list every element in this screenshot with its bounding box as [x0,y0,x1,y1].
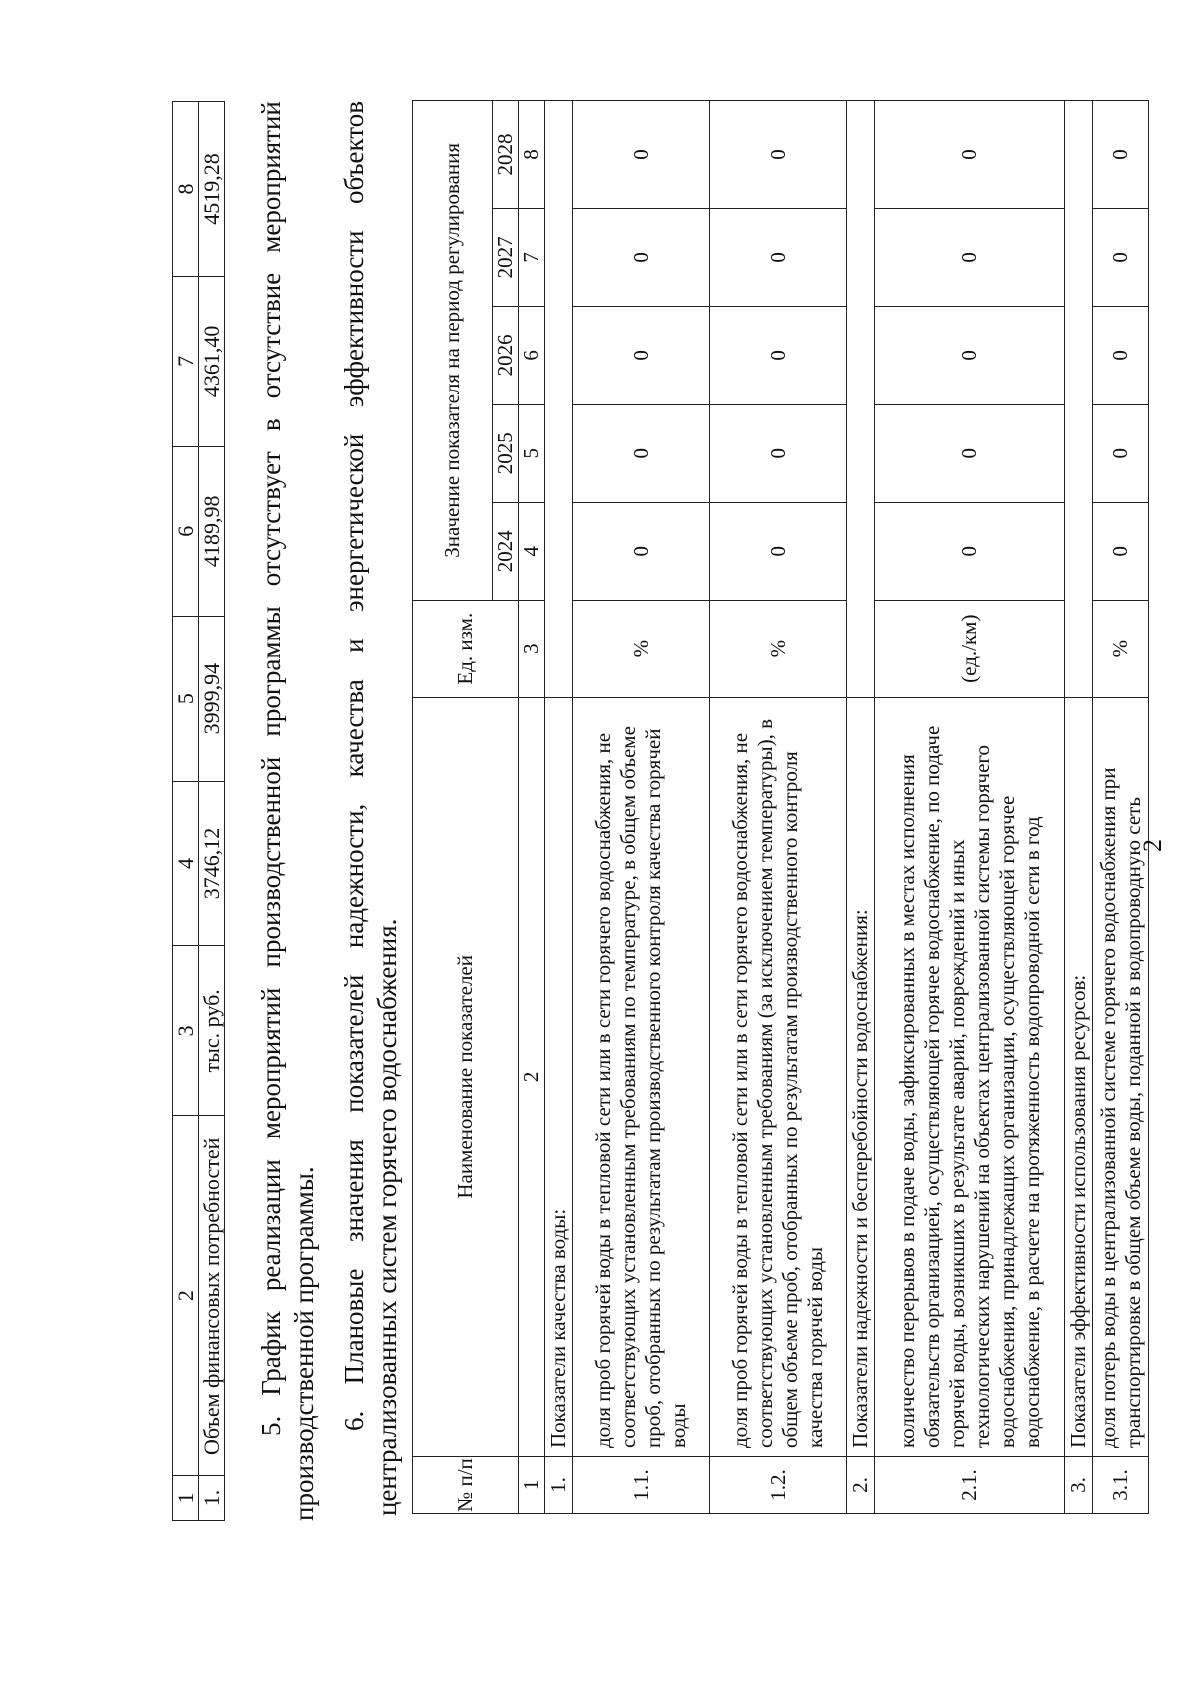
col-number: 8 [519,101,545,209]
indicators-table [412,100,1149,1514]
col-number: 4 [519,502,545,600]
year-header: 2027 [493,208,519,306]
year-header: 2026 [493,306,519,404]
col-header-unit: Ед. изм. [413,600,519,697]
heading-word: объектов [339,101,369,204]
fin-cell: 3999,94 [199,616,225,781]
indicator-name: доля потерь воды в централизованной системе горячего водоснабжения при транспортировке в общем объеме воды, поданной в водопроводную сеть [1093,697,1149,1456]
table-section-row [545,101,573,1514]
finance-table [172,101,225,1521]
fin-head-cell: 7 [173,276,199,446]
col-number: 5 [519,404,545,502]
value-cell: 0 [710,306,847,404]
fin-head-cell: 3 [173,946,199,1116]
indicator-name: доля проб горячей воды в тепловой сети или в сети горячего водоснабжения, не соответствующих установленным требованиям по температуре, в общем объеме проб, отобранных по результатам производственного контроля качества горячей воды [573,697,710,1456]
row-number: 1.1. [573,1457,710,1514]
heading-word: 6. [339,1410,369,1431]
heading-line-2: производственной программы. [289,1166,319,1521]
fin-head-cell: 8 [173,102,199,277]
heading-word: показателей [339,974,369,1113]
value-cell: 0 [710,101,847,209]
fin-cell: Объем финансовых потребностей [199,1116,225,1476]
value-cell: 0 [1093,404,1149,502]
fin-cell: 4189,98 [199,446,225,616]
row-number: 3.1. [1093,1457,1149,1514]
section-5-heading [255,101,321,1521]
row-number: 2.1. [875,1457,1065,1514]
fin-head-cell: 1 [173,1476,199,1521]
value-cell: 0 [1093,208,1149,306]
table-row [710,101,847,1514]
value-cell: 0 [875,208,1065,306]
col-number: 3 [519,600,545,697]
value-cell: 0 [1093,101,1149,209]
heading-word: Плановые [339,1268,369,1385]
heading-word: программы [256,606,286,737]
table-header-row [413,101,493,1514]
fin-cell: 4519,28 [199,102,225,277]
value-cell: 0 [710,208,847,306]
row-number: 3. [1065,1457,1093,1514]
fin-cell: 4361,40 [199,276,225,446]
table-section-row [1065,101,1093,1514]
value-cell: 0 [573,101,710,209]
value-cell: 0 [1093,502,1149,600]
empty-cell [545,101,573,698]
value-cell: 0 [875,101,1065,209]
section-title: Показатели надежности и бесперебойности водоснабжения: [847,697,875,1456]
fin-cell: 1. [199,1476,225,1521]
col-number: 6 [519,306,545,404]
heading-word: 5. [256,1415,286,1436]
empty-cell [847,101,875,698]
table-row [573,101,710,1514]
fin-head-cell: 5 [173,616,199,781]
fin-head-cell: 4 [173,781,199,946]
heading-word: мероприятий [256,101,286,253]
heading-word: График [256,1311,286,1396]
heading-word: значения [339,1139,369,1243]
finance-table-header [173,102,199,1521]
value-cell: 0 [875,306,1065,404]
col-header-period: Значение показателя на период регулирования [413,101,493,601]
heading-word: энергетической [339,433,369,613]
page-number: 2 [1138,839,1167,852]
column-number-row [519,101,545,1514]
heading-word: отсутствует [256,451,286,587]
fin-cell: 3746,12 [199,781,225,946]
heading-word: в [256,418,286,432]
heading-word: и [339,638,369,653]
indicator-name: доля проб горячей воды в тепловой сети или в сети горячего водоснабжения, не соответствующих установленным требованиям (за исключением температуры), в общем объеме проб, отобранных по результатам производственного контроля качества горячей воды [710,697,847,1456]
indicator-name: количество перерывов в подаче воды, зафиксированных в местах исполнения обязательств организацией, осуществляющей горячее водоснабжение, по подаче горячей воды, возникших в результате аварий, повреждений и иных технологических нарушений на объектах централизованной системы горячего водоснабжения, принадлежащих организации, осуществляющей горячее водоснабжение, в расчете на протяженность водопроводной сети в год [875,697,1065,1456]
value-cell: 0 [710,404,847,502]
fin-cell: тыс. руб. [199,946,225,1116]
empty-cell [1065,101,1093,698]
section-title: Показатели эффективности использования ресурсов: [1065,697,1093,1456]
heading-word: качества [339,679,369,778]
indicator-unit: % [573,600,710,697]
table-section-row [847,101,875,1514]
heading-line-2: централизованных систем горячего водоснабжения. [372,918,402,1516]
row-number: 1.2. [710,1457,847,1514]
value-cell: 0 [1093,306,1149,404]
col-header-num: № п/п [413,1457,519,1514]
value-cell: 0 [573,502,710,600]
row-number: 2. [847,1457,875,1514]
value-cell: 0 [710,502,847,600]
heading-word: реализации [256,1159,286,1292]
heading-word: надежности, [339,803,369,949]
section-6-heading [338,101,404,1516]
indicator-unit: % [1093,600,1149,697]
row-number: 1. [545,1457,573,1514]
value-cell: 0 [573,208,710,306]
col-header-name: Наименование показателей [413,697,519,1456]
indicator-unit: (ед./км) [875,600,1065,697]
table-row [199,102,225,1521]
heading-word: производственной [256,756,286,968]
col-number: 1 [519,1457,545,1514]
fin-head-cell: 6 [173,446,199,616]
section-title: Показатели качества воды: [545,697,573,1456]
heading-word: отсутствие [256,272,286,399]
value-cell: 0 [573,404,710,502]
indicator-unit: % [710,600,847,697]
value-cell: 0 [573,306,710,404]
heading-word: мероприятий [256,987,286,1140]
col-number: 2 [519,697,545,1456]
heading-word: эффективности [339,230,369,408]
value-cell: 0 [875,404,1065,502]
table-row [875,101,1065,1514]
fin-head-cell: 2 [173,1116,199,1476]
value-cell: 0 [875,502,1065,600]
year-header: 2028 [493,101,519,209]
table-row [1093,101,1149,1514]
year-header: 2025 [493,404,519,502]
col-number: 7 [519,208,545,306]
year-header: 2024 [493,502,519,600]
